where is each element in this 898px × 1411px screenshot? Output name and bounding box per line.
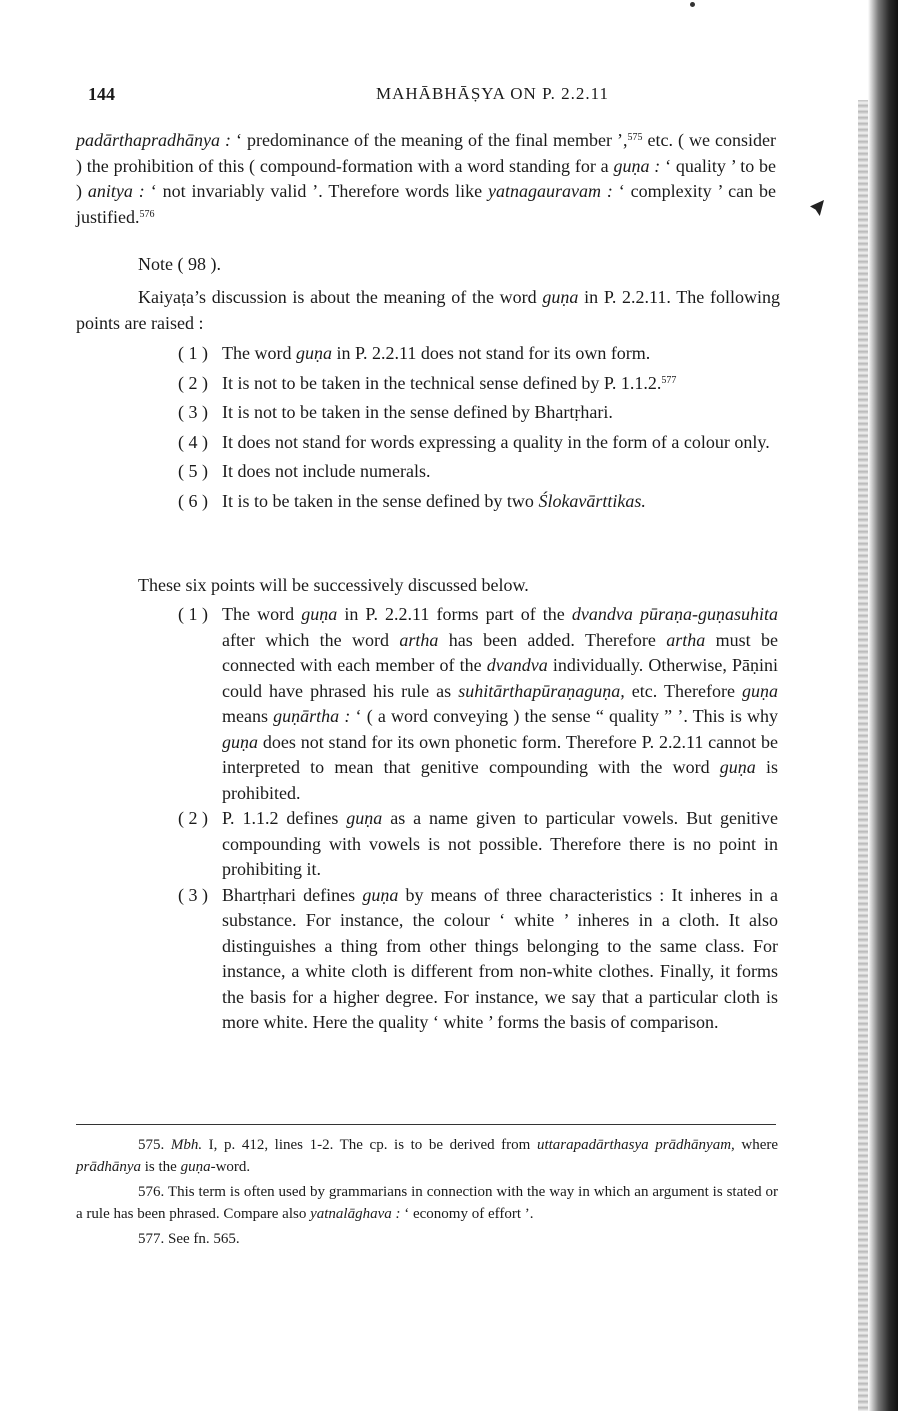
item-number: ( 1 )	[178, 604, 208, 624]
text: ‘ quality ’ to be )	[76, 155, 776, 201]
text: where	[734, 1137, 779, 1153]
page-number: 144	[88, 84, 115, 104]
text: It does not include numerals.	[222, 461, 431, 481]
list-item	[178, 341, 778, 367]
text: in P. 2.2.11. The following points are raised :	[76, 287, 780, 333]
term: anitya :	[87, 181, 145, 201]
term: guṇa	[542, 287, 579, 307]
ink-speck	[690, 2, 695, 7]
list-item	[178, 400, 778, 426]
item-number: ( 4 )	[178, 431, 208, 452]
footnote-575	[76, 1135, 778, 1178]
term: yatnalāghava :	[310, 1205, 401, 1222]
list-item	[178, 459, 778, 485]
text: ‘ not invariably valid ’. Therefore words like	[144, 181, 488, 201]
note-heading: Note ( 98 ).	[138, 254, 221, 274]
text: P. 1.1.2 defines	[222, 808, 347, 828]
term: suhitārthapūraṇaguṇa,	[458, 680, 625, 701]
footnote-ref-577: 577	[661, 374, 677, 386]
text: I, p. 412, lines 1-2. The cp. is to be derived from	[202, 1137, 537, 1153]
text: -word.	[210, 1158, 251, 1175]
item-number: ( 3 )	[178, 884, 208, 905]
footnote-number: 575.	[138, 1137, 165, 1153]
text: in P. 2.2.11 forms part of the	[337, 604, 572, 624]
discussion-item	[178, 883, 778, 1036]
text: Kaiyaṭa’s discussion is about the meaning of the word	[138, 287, 543, 307]
text: individually. Otherwise, Pāṇini could have phrased his rule as	[222, 655, 778, 701]
footnote-577	[76, 1229, 778, 1251]
text: as a name given to particular vowels. But genitive compounding with vowels is not possible. Therefore there is no point in prohibiting it.	[222, 808, 778, 879]
text: by means of three characteristics : It inheres in a substance. For instance, the colour ‘ white ’ inheres in a cloth. It also distinguishes a thing from other things belonging to the same class. For instance, a white cloth is different from non-white clothes. Finally, it forms the basis for a higher degree. For instance, we say that a particular cloth is more white. Here the quality ‘ white ’ forms the basis of comparison.	[222, 884, 778, 1032]
term: guṇa	[719, 757, 756, 777]
summary-line: These six points will be successively discussed below.	[138, 575, 529, 595]
discussion-item	[178, 806, 778, 883]
term: prādhānya	[76, 1158, 141, 1175]
item-number: ( 5 )	[178, 461, 208, 481]
note-intro	[76, 285, 780, 336]
term: uttarapadārthasya prādhānyam,	[536, 1137, 735, 1153]
discussion-list	[178, 602, 778, 1036]
text: etc. ( we consider ) the prohibition of this ( compound-formation with a word standing for a	[76, 130, 776, 176]
term: artha	[399, 629, 439, 650]
text: ‘ economy of effort ’.	[400, 1205, 534, 1222]
footnote-ref-575: 575	[627, 132, 643, 143]
footnote-number: 576.	[138, 1184, 165, 1200]
running-title: MAHĀBHĀṢYA ON P. 2.2.11	[376, 84, 610, 103]
term: guṇa	[362, 884, 399, 905]
text: ‘ predominance of the meaning of the final member ’,	[231, 130, 628, 150]
footnotes	[76, 1135, 778, 1255]
scan-shadow-edge	[868, 0, 898, 1411]
discussion-item	[178, 602, 778, 806]
term: Ślokavārttikas.	[538, 490, 646, 511]
item-number: ( 3 )	[178, 402, 208, 422]
item-text	[222, 489, 778, 515]
item-text	[222, 400, 778, 426]
footnote-number: 577.	[138, 1231, 165, 1247]
text: is prohibited.	[222, 757, 778, 803]
list-item	[178, 371, 778, 397]
item-number: ( 2 )	[178, 808, 208, 828]
opening-paragraph	[76, 128, 776, 230]
term: guṇa	[180, 1158, 211, 1175]
text: ‘ ( a word conveying ) the sense “ quality ” ’. This is why	[350, 706, 779, 726]
term: guṇa	[295, 343, 332, 363]
term: dvandva pūraṇa-guṇasuhita	[571, 604, 779, 624]
item-text	[222, 602, 778, 806]
list-item	[178, 489, 778, 515]
text: is the	[141, 1158, 181, 1175]
item-text	[222, 806, 778, 883]
item-text	[222, 371, 778, 397]
item-text	[222, 341, 778, 367]
term: guṇa	[742, 680, 778, 701]
term: padārthapradhānya :	[76, 130, 232, 150]
margin-ink-mark	[810, 200, 824, 216]
list-item	[178, 430, 778, 456]
text: ‘ complexity ’ can be justified.	[76, 181, 776, 227]
footnote-divider	[76, 1124, 776, 1125]
text: does not stand for its own phonetic form. Therefore P. 2.2.11 cannot be interpreted to mean that genitive compounding with the word	[222, 731, 778, 777]
footnote-576	[76, 1182, 778, 1225]
term: guṇa	[301, 604, 338, 624]
term: dvandva	[486, 655, 548, 675]
term: Mbh.	[170, 1137, 203, 1153]
term: guṇa :	[613, 155, 661, 176]
text: This term is often used by grammarians in connection with the way in which an argument is stated or a rule has been phrased. Compare also	[76, 1184, 778, 1222]
text: The word	[222, 343, 296, 363]
footnote-ref-576: 576	[139, 208, 155, 220]
text: It is not to be taken in the technical sense defined by P. 1.1.2.	[222, 372, 662, 393]
item-text	[222, 430, 778, 456]
text: in P. 2.2.11 does not stand for its own form.	[331, 343, 651, 363]
text: etc. Therefore	[624, 680, 742, 701]
item-text	[222, 883, 778, 1036]
term: guṇa	[222, 731, 258, 752]
text: must be connected with each member of the	[222, 629, 778, 675]
scan-shadow-texture	[858, 100, 868, 1411]
text: Bhartṛhari defines	[222, 884, 363, 905]
text: means	[222, 706, 274, 726]
item-number: ( 6 )	[178, 490, 208, 511]
text: The word	[222, 604, 302, 624]
text: See fn. 565.	[168, 1231, 240, 1247]
text: has been added. Therefore	[438, 629, 667, 650]
item-number: ( 2 )	[178, 372, 208, 393]
page-header	[76, 84, 776, 110]
text: after which the word	[222, 629, 400, 650]
points-list	[178, 341, 778, 518]
term: yatnagauravam :	[487, 181, 613, 201]
term: artha	[666, 629, 706, 650]
text: It does not stand for words expressing a quality in the form of a colour only.	[222, 431, 770, 452]
item-number: ( 1 )	[178, 343, 208, 363]
term: guṇa	[346, 808, 383, 828]
text: It is not to be taken in the sense defined by Bhartṛhari.	[222, 402, 613, 422]
item-text	[222, 459, 778, 485]
term: guṇārtha :	[273, 706, 351, 726]
text: It is to be taken in the sense defined by two	[222, 490, 539, 511]
